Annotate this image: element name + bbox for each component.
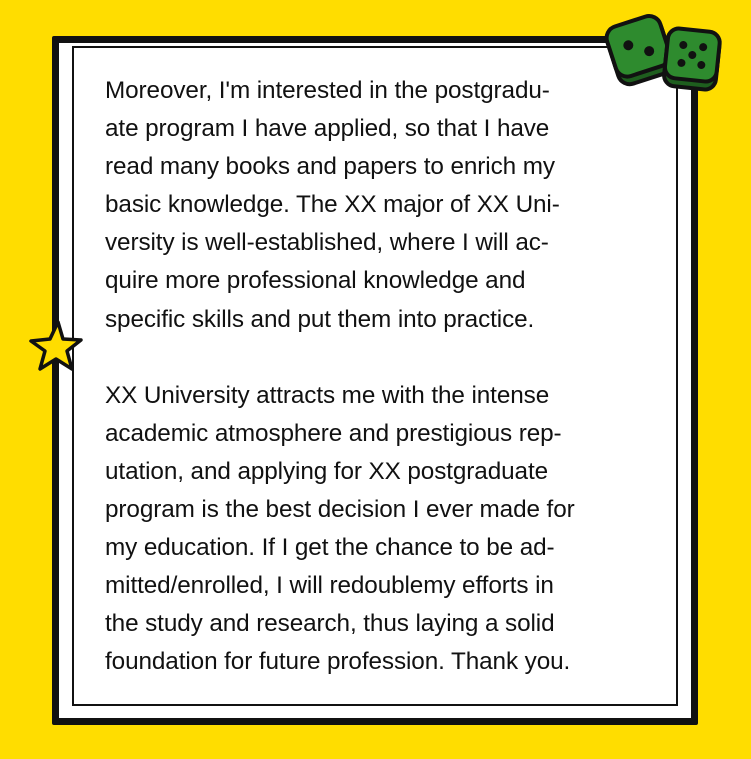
text-line: utation, and applying for XX postgraduate [105, 457, 549, 485]
text-line: versity is well-established, where I will ac- [105, 229, 549, 257]
text-line: academic atmosphere and prestigious rep- [105, 419, 562, 447]
text-line: read many books and papers to enrich my [105, 153, 555, 181]
paragraph-2 [105, 377, 665, 682]
text-line: quire more professional knowledge and [105, 267, 526, 295]
text-line: Moreover, I'm interested in the postgradu- [105, 77, 550, 104]
text-line: specific skills and put them into practice. [105, 305, 535, 333]
text-line: program is the best decision I ever made for [105, 495, 575, 523]
text-line: mitted/enrolled, I will redoublemy efforts in [105, 572, 554, 600]
paragraph-1 [105, 72, 665, 339]
star-icon [28, 318, 84, 374]
text-line: XX University attracts me with the intense [105, 381, 550, 409]
letter-body [105, 72, 665, 681]
text-line: my education. If I get the chance to be ad- [105, 534, 555, 562]
dice-pair-icon [602, 8, 732, 98]
text-line: the study and research, thus laying a solid [105, 610, 555, 638]
text-line: ate program I have applied, so that I have [105, 115, 550, 143]
text-line: basic knowledge. The XX major of XX Uni- [105, 191, 560, 219]
text-line: foundation for future profession. Thank you. [105, 648, 571, 676]
